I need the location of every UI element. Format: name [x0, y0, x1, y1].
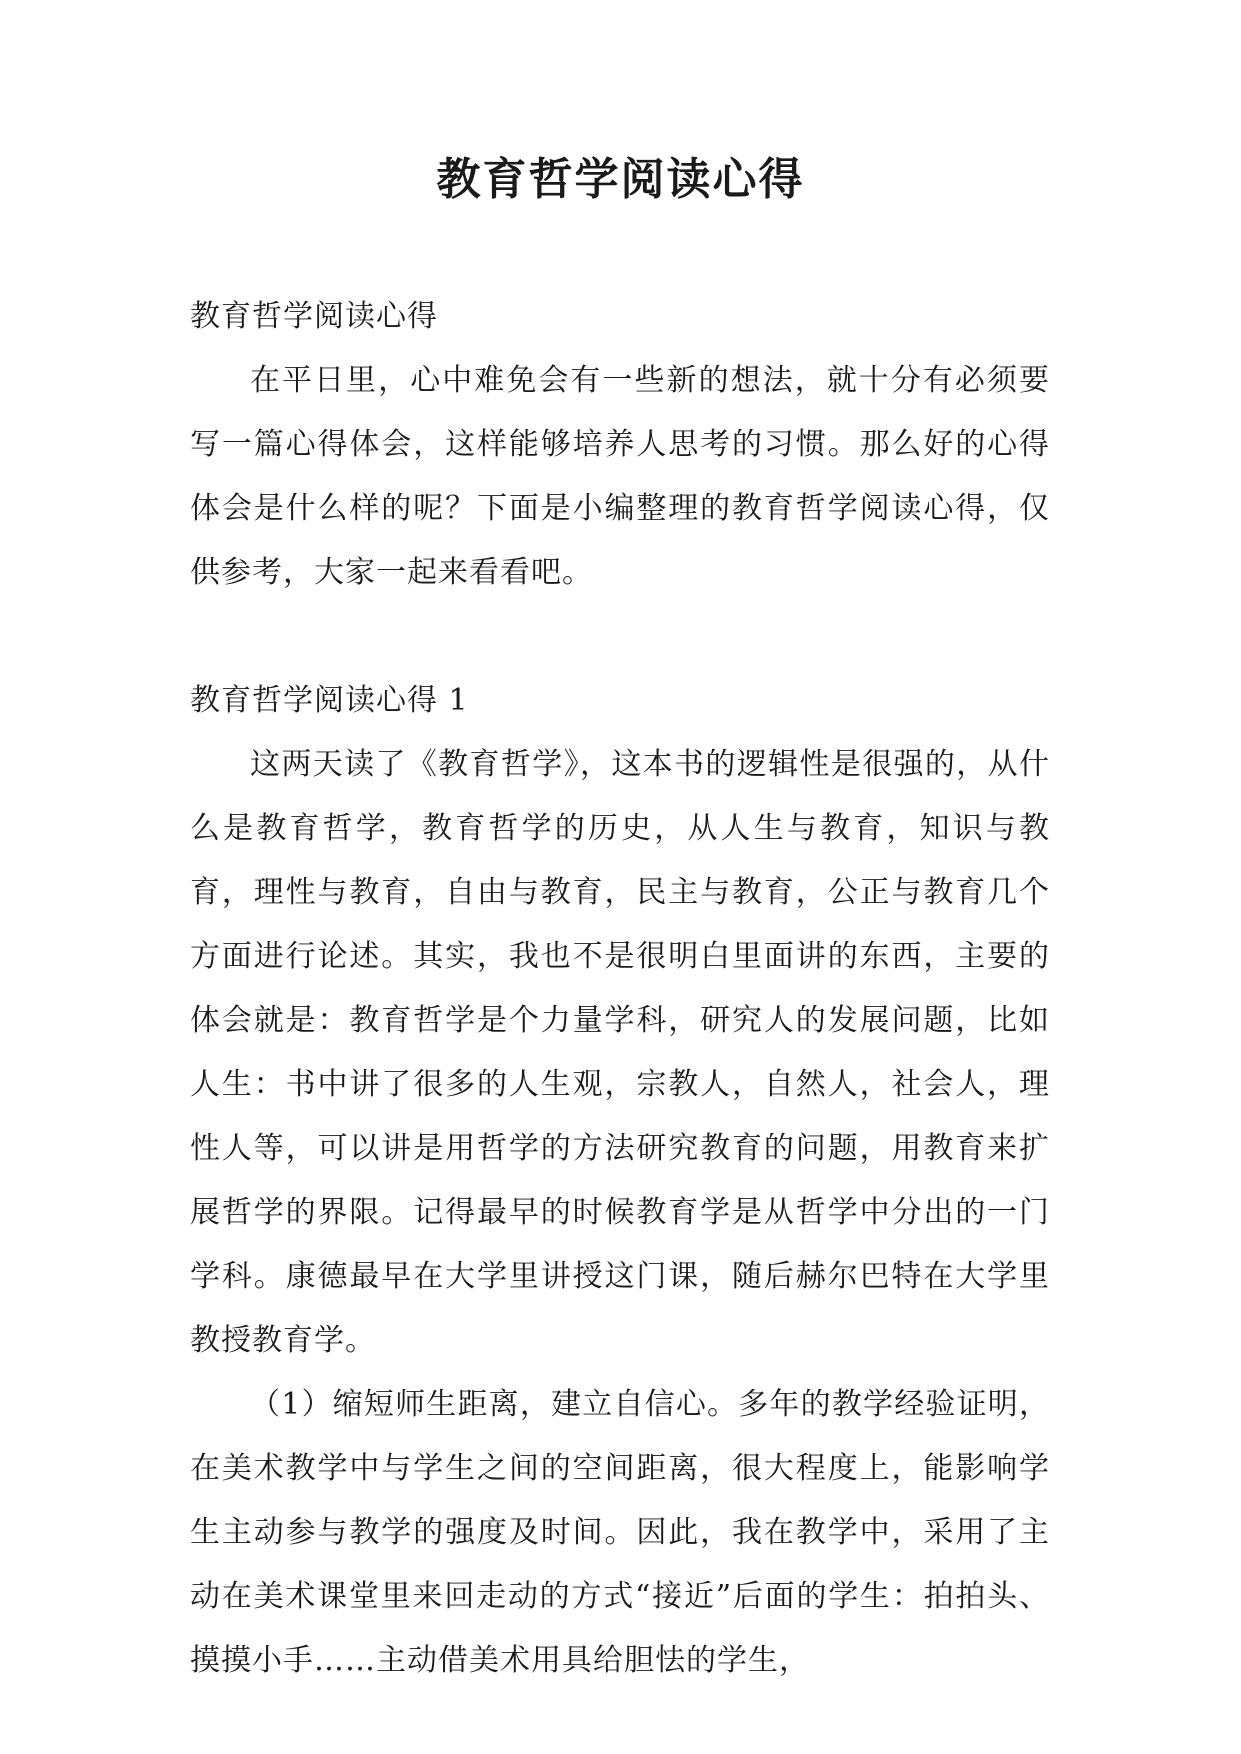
- body-paragraph: （1）缩短师生距离，建立自信心。多年的教学经验证明，在美术教学中与学生之间的空间距离，很大程度上，能影响学生主动参与教学的强度及时间。因此，我在教学中，采用了主动在美术课堂里来回走动的方式“接近”后面的学生：拍拍头、摸摸小手……主动借美术用具给胆怯的学生，: [190, 1387, 1050, 1678]
- section-heading: 教育哲学阅读心得 1: [190, 683, 469, 718]
- body-paragraph: 这两天读了《教育哲学》，这本书的逻辑性是很强的，从什么是教育哲学，教育哲学的历史，从人生与教育，知识与教育，理性与教育，自由与教育，民主与教育，公正与教育几个方面进行论述。其实，我也不是很明白里面讲的东西，主要的体会就是：教育哲学是个力量学科，研究人的发展问题，比如人生：书中讲了很多的人生观，宗教人，自然人，社会人，理性人等，可以讲是用哲学的方法研究教育的问题，用教育来扩展哲学的界限。记得最早的时候教育学是从哲学中分出的一门学科。康德最早在大学里讲授这门课，随后赫尔巴特在大学里教授教育学。: [190, 747, 1050, 1358]
- document-title: 教育哲学阅读心得: [436, 154, 805, 205]
- subtitle: 教育哲学阅读心得: [190, 299, 438, 334]
- document-body: [190, 285, 1050, 1693]
- intro-paragraph: 在平日里，心中难免会有一些新的想法，就十分有必须要写一篇心得体会，这样能够培养人思考的习惯。那么好的心得体会是什么样的呢？下面是小编整理的教育哲学阅读心得，仅供参考，大家一起来看看吧。: [190, 363, 1050, 590]
- section-gap: [190, 605, 1050, 669]
